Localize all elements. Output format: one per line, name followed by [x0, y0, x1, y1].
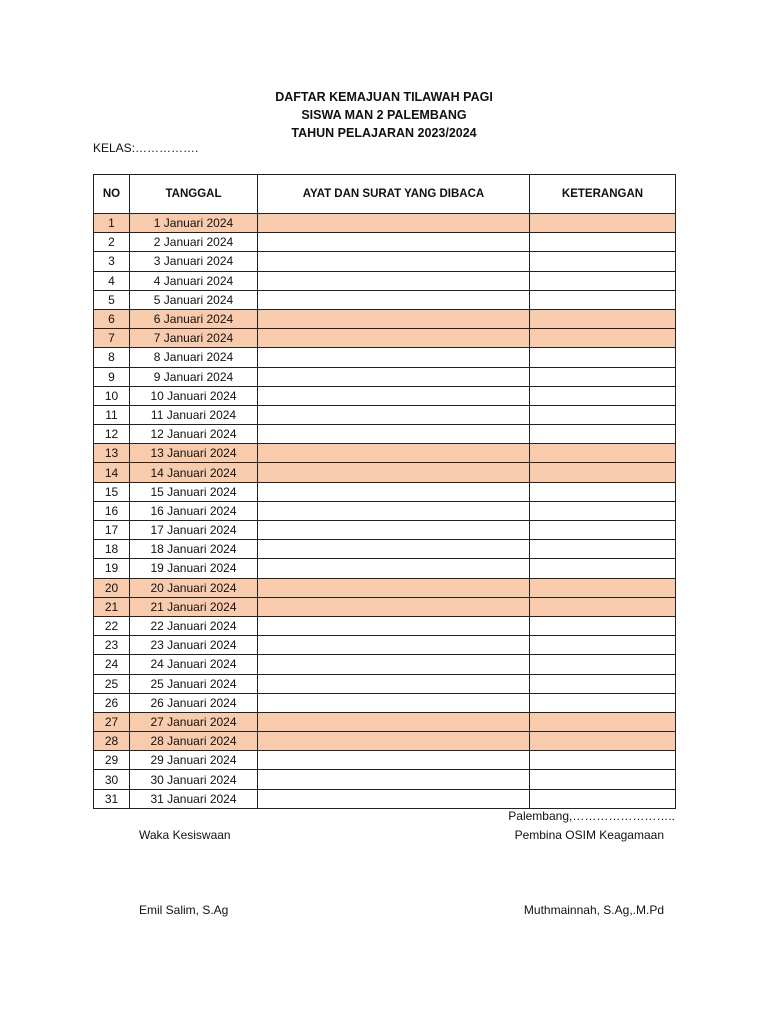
- row-date: 24 Januari 2024: [130, 655, 258, 674]
- table-row: [94, 559, 676, 578]
- keterangan-cell[interactable]: [530, 501, 676, 520]
- ayat-surat-cell[interactable]: [258, 636, 530, 655]
- keterangan-cell[interactable]: [530, 770, 676, 789]
- keterangan-cell[interactable]: [530, 597, 676, 616]
- keterangan-cell[interactable]: [530, 271, 676, 290]
- column-header-keterangan: KETERANGAN: [530, 175, 676, 214]
- keterangan-cell[interactable]: [530, 405, 676, 424]
- ayat-surat-cell[interactable]: [258, 329, 530, 348]
- keterangan-cell[interactable]: [530, 386, 676, 405]
- keterangan-cell[interactable]: [530, 309, 676, 328]
- keterangan-cell[interactable]: [530, 732, 676, 751]
- keterangan-cell[interactable]: [530, 712, 676, 731]
- table-row: [94, 367, 676, 386]
- ayat-surat-cell[interactable]: [258, 578, 530, 597]
- signatory-role-left: Waka Kesiswaan: [139, 828, 231, 842]
- ayat-surat-cell[interactable]: [258, 616, 530, 635]
- keterangan-cell[interactable]: [530, 751, 676, 770]
- ayat-surat-cell[interactable]: [258, 233, 530, 252]
- row-date: 2 Januari 2024: [130, 233, 258, 252]
- ayat-surat-cell[interactable]: [258, 540, 530, 559]
- ayat-surat-cell[interactable]: [258, 674, 530, 693]
- table-header-row: [94, 175, 676, 214]
- row-date: 12 Januari 2024: [130, 425, 258, 444]
- ayat-surat-cell[interactable]: [258, 655, 530, 674]
- keterangan-cell[interactable]: [530, 252, 676, 271]
- row-number: 8: [94, 348, 130, 367]
- keterangan-cell[interactable]: [530, 290, 676, 309]
- table-row: [94, 693, 676, 712]
- table-row: [94, 233, 676, 252]
- row-number: 31: [94, 789, 130, 808]
- table-row: [94, 348, 676, 367]
- table-row: [94, 252, 676, 271]
- row-date: 16 Januari 2024: [130, 501, 258, 520]
- row-date: 28 Januari 2024: [130, 732, 258, 751]
- table-row: [94, 674, 676, 693]
- row-date: 27 Januari 2024: [130, 712, 258, 731]
- row-date: 8 Januari 2024: [130, 348, 258, 367]
- row-number: 17: [94, 521, 130, 540]
- row-date: 10 Januari 2024: [130, 386, 258, 405]
- table-row: [94, 425, 676, 444]
- row-date: 6 Januari 2024: [130, 309, 258, 328]
- row-number: 21: [94, 597, 130, 616]
- keterangan-cell[interactable]: [530, 674, 676, 693]
- table-row: [94, 578, 676, 597]
- signatory-name-right: Muthmainnah, S.Ag,.M.Pd: [523, 903, 664, 917]
- ayat-surat-cell[interactable]: [258, 348, 530, 367]
- row-date: 4 Januari 2024: [130, 271, 258, 290]
- row-number: 22: [94, 616, 130, 635]
- row-number: 13: [94, 444, 130, 463]
- row-date: 23 Januari 2024: [130, 636, 258, 655]
- keterangan-cell[interactable]: [530, 444, 676, 463]
- table-row: [94, 271, 676, 290]
- row-date: 26 Januari 2024: [130, 693, 258, 712]
- keterangan-cell[interactable]: [530, 693, 676, 712]
- table-row: [94, 655, 676, 674]
- row-date: 5 Januari 2024: [130, 290, 258, 309]
- row-number: 30: [94, 770, 130, 789]
- place-date-line: Palembang,……………………..: [508, 809, 675, 823]
- table-row: [94, 636, 676, 655]
- row-date: 13 Januari 2024: [130, 444, 258, 463]
- ayat-surat-cell[interactable]: [258, 501, 530, 520]
- keterangan-cell[interactable]: [530, 348, 676, 367]
- row-number: 19: [94, 559, 130, 578]
- table-row: [94, 597, 676, 616]
- row-number: 12: [94, 425, 130, 444]
- row-date: 3 Januari 2024: [130, 252, 258, 271]
- table-row: [94, 405, 676, 424]
- table-row: [94, 521, 676, 540]
- ayat-surat-cell[interactable]: [258, 214, 530, 233]
- row-date: 29 Januari 2024: [130, 751, 258, 770]
- table-row: [94, 290, 676, 309]
- row-date: 18 Januari 2024: [130, 540, 258, 559]
- row-number: 29: [94, 751, 130, 770]
- table-row: [94, 751, 676, 770]
- keterangan-cell[interactable]: [530, 463, 676, 482]
- row-date: 9 Januari 2024: [130, 367, 258, 386]
- table-row: [94, 309, 676, 328]
- row-date: 19 Januari 2024: [130, 559, 258, 578]
- ayat-surat-cell[interactable]: [258, 386, 530, 405]
- row-date: 7 Januari 2024: [130, 329, 258, 348]
- ayat-surat-cell[interactable]: [258, 559, 530, 578]
- row-number: 28: [94, 732, 130, 751]
- row-number: 26: [94, 693, 130, 712]
- ayat-surat-cell[interactable]: [258, 770, 530, 789]
- row-number: 25: [94, 674, 130, 693]
- table-row: [94, 732, 676, 751]
- table-row: [94, 770, 676, 789]
- row-date: 21 Januari 2024: [130, 597, 258, 616]
- ayat-surat-cell[interactable]: [258, 290, 530, 309]
- title-line-3: TAHUN PELAJARAN 2023/2024: [291, 126, 477, 140]
- keterangan-cell[interactable]: [530, 367, 676, 386]
- progress-table: [93, 174, 676, 809]
- column-header-no: NO: [94, 175, 130, 214]
- keterangan-cell[interactable]: [530, 521, 676, 540]
- keterangan-cell[interactable]: [530, 540, 676, 559]
- row-number: 14: [94, 463, 130, 482]
- row-number: 15: [94, 482, 130, 501]
- table-row: [94, 616, 676, 635]
- ayat-surat-cell[interactable]: [258, 597, 530, 616]
- ayat-surat-cell[interactable]: [258, 309, 530, 328]
- table-row: [94, 386, 676, 405]
- keterangan-cell[interactable]: [530, 559, 676, 578]
- row-number: 5: [94, 290, 130, 309]
- row-date: 31 Januari 2024: [130, 789, 258, 808]
- keterangan-cell[interactable]: [530, 482, 676, 501]
- title-line-1: DAFTAR KEMAJUAN TILAWAH PAGI: [275, 90, 493, 104]
- ayat-surat-cell[interactable]: [258, 482, 530, 501]
- row-number: 6: [94, 309, 130, 328]
- keterangan-cell[interactable]: [530, 789, 676, 808]
- row-number: 1: [94, 214, 130, 233]
- row-date: 20 Januari 2024: [130, 578, 258, 597]
- row-number: 11: [94, 405, 130, 424]
- kelas-label: KELAS:…………….: [93, 141, 199, 155]
- keterangan-cell[interactable]: [530, 636, 676, 655]
- signatory-role-right: Pembina OSIM Keagamaan: [514, 828, 664, 842]
- row-date: 1 Januari 2024: [130, 214, 258, 233]
- keterangan-cell[interactable]: [530, 233, 676, 252]
- ayat-surat-cell[interactable]: [258, 252, 530, 271]
- row-number: 16: [94, 501, 130, 520]
- keterangan-cell[interactable]: [530, 578, 676, 597]
- row-number: 3: [94, 252, 130, 271]
- ayat-surat-cell[interactable]: [258, 367, 530, 386]
- table-row: [94, 463, 676, 482]
- table-row: [94, 214, 676, 233]
- row-number: 24: [94, 655, 130, 674]
- row-date: 30 Januari 2024: [130, 770, 258, 789]
- row-number: 9: [94, 367, 130, 386]
- row-date: 17 Januari 2024: [130, 521, 258, 540]
- table-row: [94, 712, 676, 731]
- row-number: 27: [94, 712, 130, 731]
- ayat-surat-cell[interactable]: [258, 712, 530, 731]
- row-date: 11 Januari 2024: [130, 405, 258, 424]
- table-row: [94, 444, 676, 463]
- column-header-ayat: AYAT DAN SURAT YANG DIBACA: [258, 175, 530, 214]
- keterangan-cell[interactable]: [530, 214, 676, 233]
- table-row: [94, 501, 676, 520]
- ayat-surat-cell[interactable]: [258, 732, 530, 751]
- ayat-surat-cell[interactable]: [258, 425, 530, 444]
- row-number: 2: [94, 233, 130, 252]
- column-header-tanggal: TANGGAL: [130, 175, 258, 214]
- row-number: 7: [94, 329, 130, 348]
- ayat-surat-cell[interactable]: [258, 751, 530, 770]
- keterangan-cell[interactable]: [530, 655, 676, 674]
- table-row: [94, 482, 676, 501]
- signatory-name-left: Emil Salim, S.Ag: [139, 903, 229, 917]
- row-number: 18: [94, 540, 130, 559]
- keterangan-cell[interactable]: [530, 616, 676, 635]
- table-body: [94, 214, 676, 809]
- ayat-surat-cell[interactable]: [258, 405, 530, 424]
- document-title: [0, 88, 768, 142]
- keterangan-cell[interactable]: [530, 425, 676, 444]
- row-date: 14 Januari 2024: [130, 463, 258, 482]
- table-row: [94, 789, 676, 808]
- ayat-surat-cell[interactable]: [258, 693, 530, 712]
- table-row: [94, 329, 676, 348]
- ayat-surat-cell[interactable]: [258, 521, 530, 540]
- ayat-surat-cell[interactable]: [258, 444, 530, 463]
- table-row: [94, 540, 676, 559]
- keterangan-cell[interactable]: [530, 329, 676, 348]
- ayat-surat-cell[interactable]: [258, 463, 530, 482]
- row-date: 15 Januari 2024: [130, 482, 258, 501]
- row-number: 4: [94, 271, 130, 290]
- ayat-surat-cell[interactable]: [258, 271, 530, 290]
- ayat-surat-cell[interactable]: [258, 789, 530, 808]
- row-date: 22 Januari 2024: [130, 616, 258, 635]
- row-number: 23: [94, 636, 130, 655]
- title-line-2: SISWA MAN 2 PALEMBANG: [301, 108, 467, 122]
- row-number: 10: [94, 386, 130, 405]
- row-number: 20: [94, 578, 130, 597]
- row-date: 25 Januari 2024: [130, 674, 258, 693]
